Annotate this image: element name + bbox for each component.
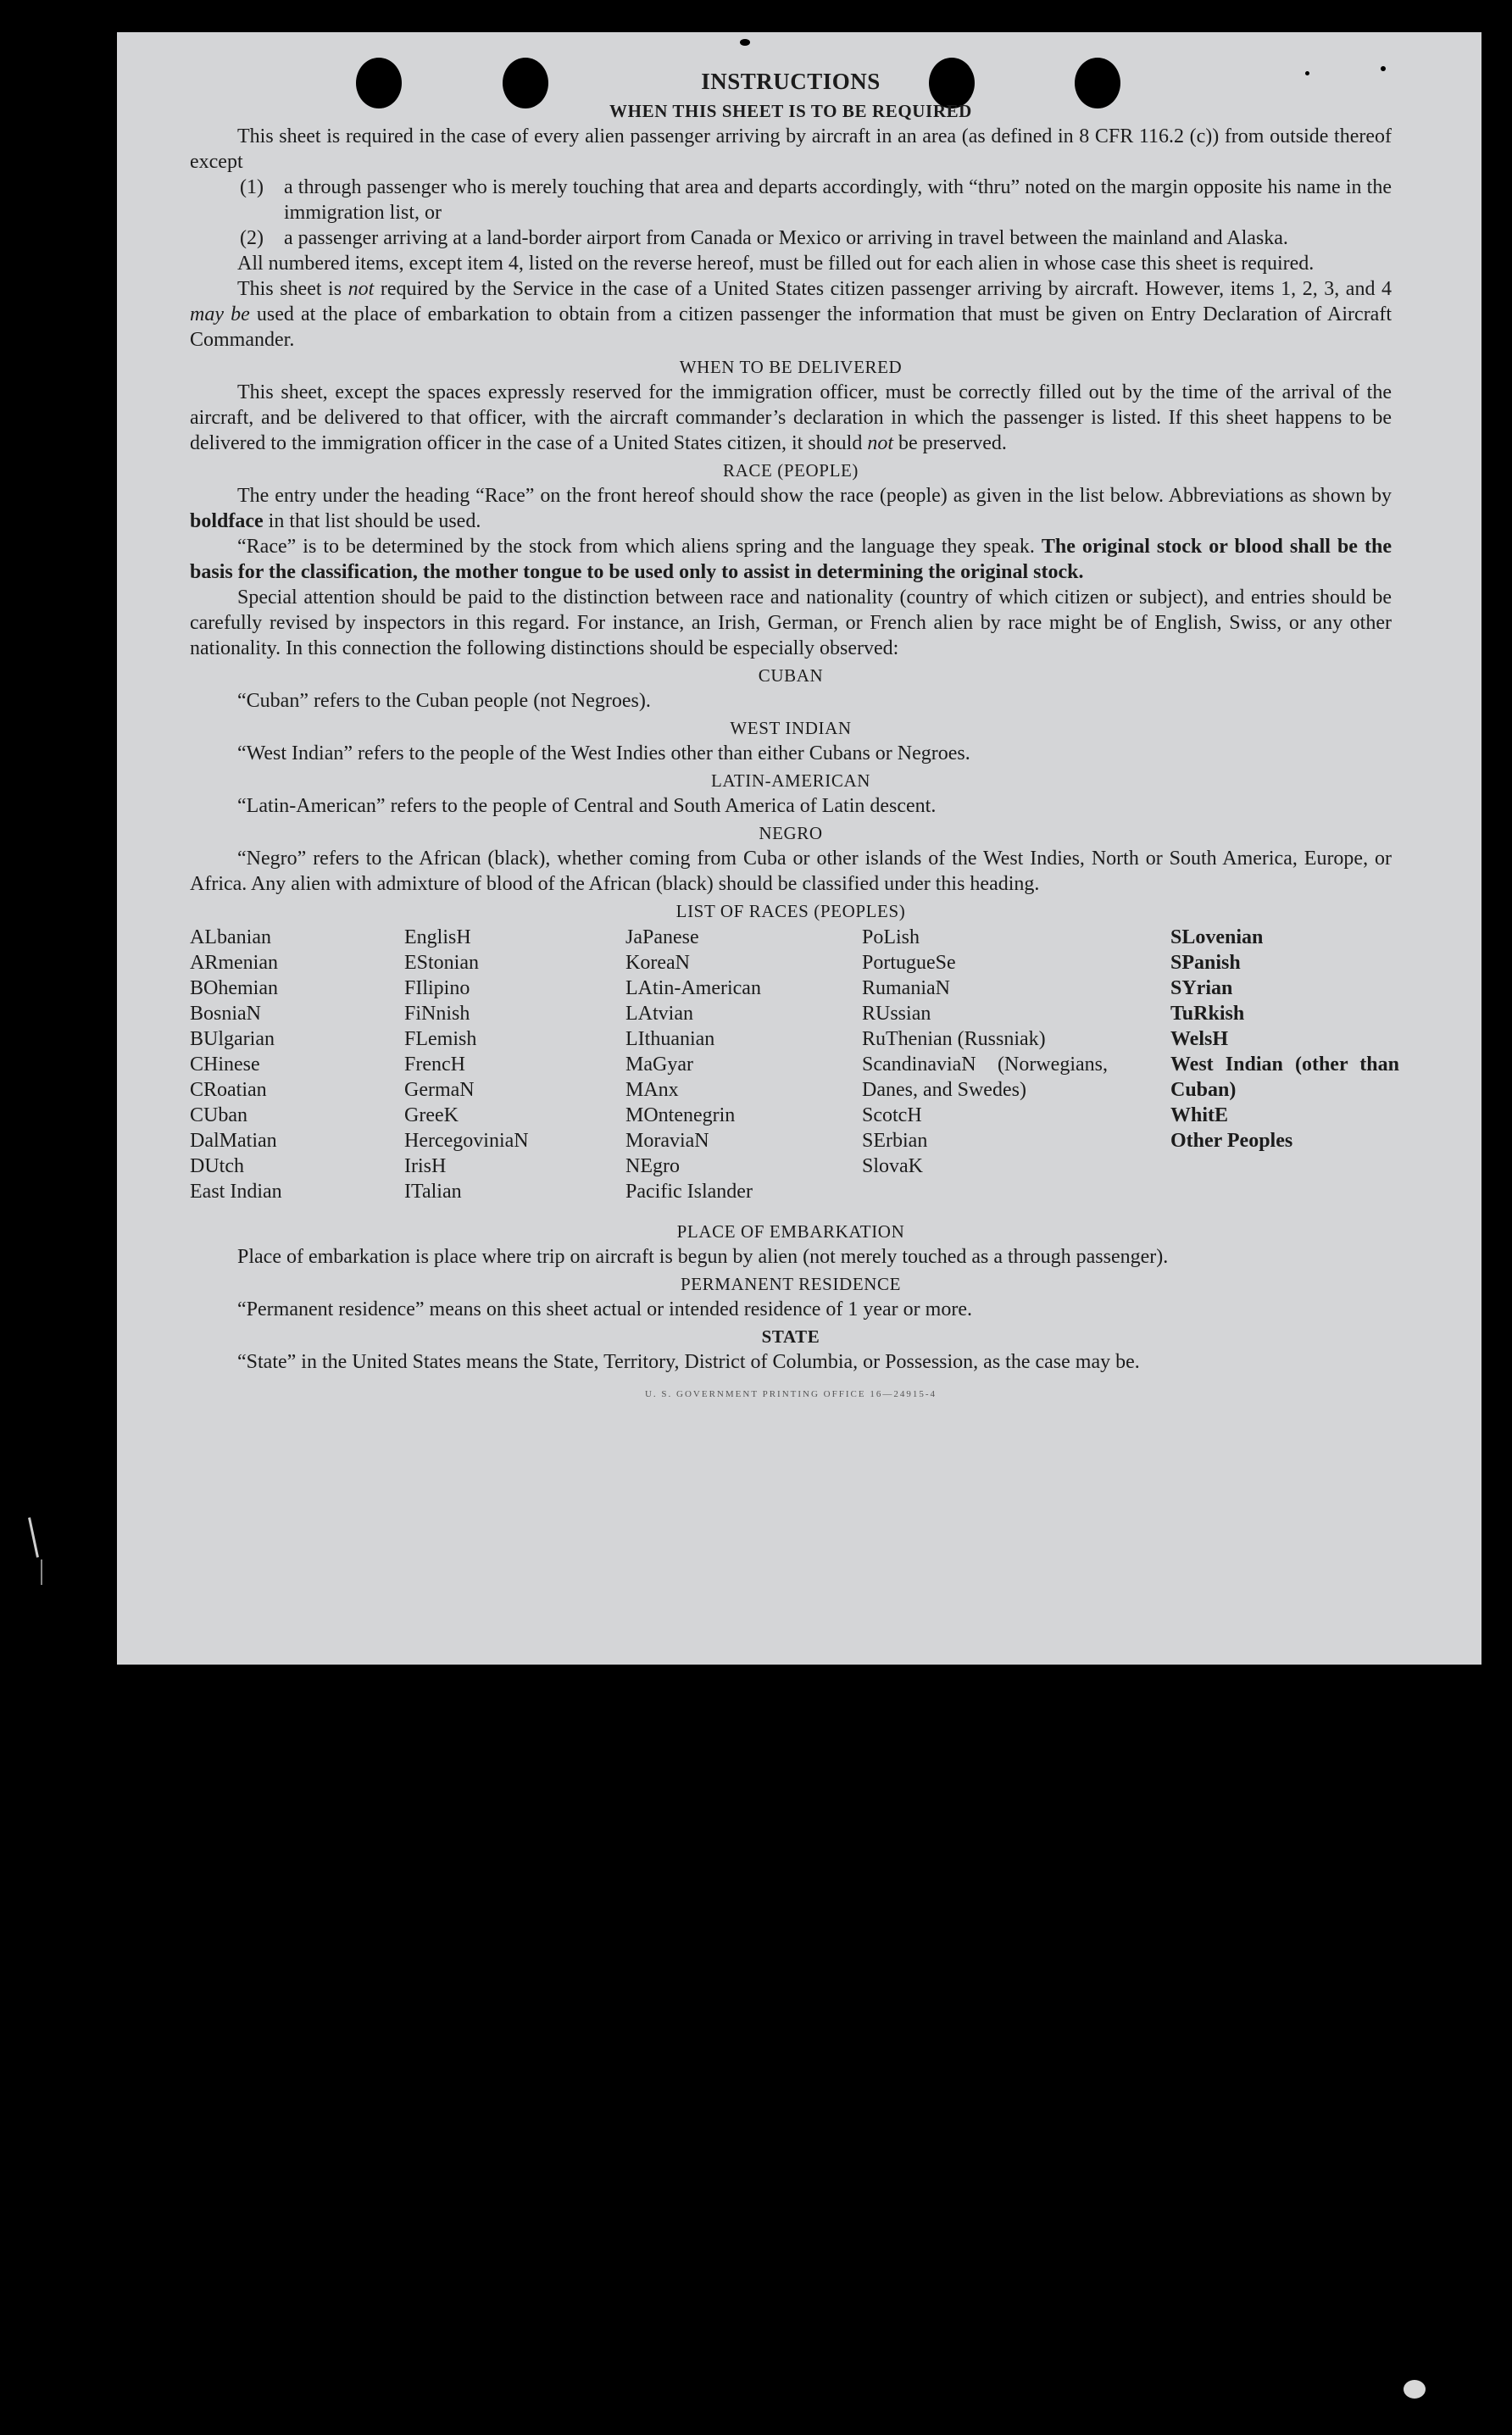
races-column [1170,925,1399,1154]
race-entry: PortugueSe [862,952,956,974]
race-entry: RuThenian (Russniak) [862,1028,1046,1050]
film-scratch [41,1559,42,1585]
paragraph: This sheet, except the spaces expressly reserved for the immigration officer, must be correctly filled out by the time of the arrival of the aircraft, and be delivered to that officer, with the aircraft commander’s declaration in which the passenger is listed. If this sheet happens to be delivered to the immigration officer in the case of a United States citizen, it should not be preserved. [190,381,1392,454]
paragraph: “Cuban” refers to the Cuban people (not Negroes). [237,690,651,712]
paragraph: “Negro” refers to the African (black), whether coming from Cuba or other islands of the West Indies, North or South America, Europe, or Africa. Any alien with admixture of blood of the African (black) should be classified under this heading. [190,848,1392,895]
ink-speck [1404,2380,1426,2399]
race-entry: Other Peoples [1170,1130,1293,1152]
race-entry: Pacific Islander [625,1181,753,1203]
race-entry: RumaniaN [862,977,950,999]
races-column [404,925,616,1204]
race-entry: FiNnish [404,1003,470,1025]
races-column [862,925,1108,1179]
race-entry: SlovaK [862,1155,923,1177]
paragraph: “State” in the United States means the State, Territory, District of Columbia, or Possession, as the case may be. [237,1351,1140,1373]
printer-imprint: U. S. GOVERNMENT PRINTING OFFICE 16—24915-4 [644,1389,937,1399]
race-entry: ScotcH [862,1104,922,1126]
race-entry: TuRkish [1170,1003,1245,1025]
race-entry: HercegoviniaN [404,1130,529,1152]
section-heading-embarkation: PLACE OF EMBARKATION [676,1221,905,1242]
section-heading-race: RACE (PEOPLE) [722,460,859,481]
race-entry: SLovenian [1170,926,1264,948]
race-entry: EnglisH [404,926,471,948]
race-entry: LAtin-American [625,977,761,999]
paragraph: “Latin-American” refers to the people of Central and South America of Latin descent. [237,795,937,817]
race-entry: WelsH [1170,1028,1229,1050]
race-entry: BosniaN [190,1003,261,1025]
exception-item: (2) a passenger arriving at a land-border airport from Canada or Mexico or arriving in travel between the mainland and Alaska. [240,227,1288,249]
ink-speck [740,39,750,46]
race-entry: DalMatian [190,1130,277,1152]
race-entry: JaPanese [625,926,699,948]
race-entry: West Indian (other than Cuban) [1170,1053,1399,1101]
paragraph: All numbered items, except item 4, listed on the reverse hereof, must be filled out for each alien in whose case this sheet is required. [237,253,1315,275]
paragraph: “Race” is to be determined by the stock from which aliens spring and the language they speak. The original stock or blood shall be the basis for the classification, the mother tongue to be used only to assist in determining the original stock. [190,536,1392,583]
race-entry: IrisH [404,1155,447,1177]
race-entry: ScandinaviaN (Norwegians, Danes, and Swedes) [862,1053,1108,1101]
race-entry: ARmenian [190,952,278,974]
race-entry: MAnx [625,1079,679,1101]
race-entry: BUlgarian [190,1028,275,1050]
section-heading-required: WHEN THIS SHEET IS TO BE REQUIRED [609,101,972,121]
section-heading-delivered: WHEN TO BE DELIVERED [679,357,903,377]
section-heading-latin-american: LATIN-AMERICAN [710,770,871,791]
race-entry: FLemish [404,1028,477,1050]
race-entry: WhitE [1170,1104,1229,1126]
race-entry: East Indian [190,1181,282,1203]
race-entry: MoraviaN [625,1130,709,1152]
race-entry: MOntenegrin [625,1104,736,1126]
race-entry: SErbian [862,1130,928,1152]
race-entry: FIlipino [404,977,470,999]
race-entry: CHinese [190,1053,260,1076]
race-entry: ITalian [404,1181,462,1203]
section-heading-state: STATE [761,1326,820,1347]
races-column [625,925,854,1204]
paragraph: The entry under the heading “Race” on the front hereof should show the race (people) as given in the list below. Abbreviations as shown by boldface in that list should be used. [190,485,1392,532]
race-entry: DUtch [190,1155,244,1177]
race-entry: BOhemian [190,977,278,999]
page-title: INSTRUCTIONS [701,69,881,94]
race-entry: PoLish [862,926,920,948]
section-heading-list-of-races: LIST OF RACES (PEOPLES) [675,901,906,921]
section-heading-residence: PERMANENT RESIDENCE [680,1274,902,1294]
race-entry: EStonian [404,952,479,974]
exception-item: (1) a through passenger who is merely touching that area and departs accordingly, with “thru” noted on the margin opposite his name in the immigration list, or [240,176,1392,224]
race-entry: SPanish [1170,952,1241,974]
race-entry: MaGyar [625,1053,693,1076]
races-column [190,925,402,1204]
race-entry: FrencH [404,1053,465,1076]
race-entry: GermaN [404,1079,475,1101]
paragraph: This sheet is not required by the Service in the case of a United States citizen passenger arriving by aircraft. However, items 1, 2, 3, and 4 may be used at the place of embarkation to obtain from a citizen passenger the information that must be given on Entry Declaration of Aircraft Commander. [190,278,1392,351]
paragraph: “West Indian” refers to the people of the West Indies other than either Cubans or Negroes. [237,742,970,764]
race-entry: ALbanian [190,926,271,948]
race-entry: LAtvian [625,1003,693,1025]
races-list [190,925,1399,1217]
film-scratch [28,1517,39,1558]
race-entry: NEgro [625,1155,680,1177]
race-entry: GreeK [404,1104,459,1126]
paragraph: This sheet is required in the case of every alien passenger arriving by aircraft in an area (as defined in 8 CFR 116.2 (c)) from outside thereof except [190,125,1392,173]
instructions-body [190,66,1399,1400]
section-heading-west-indian: WEST INDIAN [730,718,852,738]
section-heading-cuban: CUBAN [758,665,824,686]
race-entry: RUssian [862,1003,931,1025]
race-entry: KoreaN [625,952,690,974]
document-sheet [117,32,1481,1665]
race-entry: CRoatian [190,1079,267,1101]
section-heading-negro: NEGRO [759,823,823,843]
paragraph: Place of embarkation is place where trip on aircraft is begun by alien (not merely touched as a through passenger). [237,1246,1169,1268]
race-entry: CUban [190,1104,247,1126]
race-entry: LIthuanian [625,1028,715,1050]
race-entry: SYrian [1170,977,1233,999]
paragraph: “Permanent residence” means on this sheet actual or intended residence of 1 year or more. [237,1298,972,1320]
paragraph: Special attention should be paid to the distinction between race and nationality (country of which citizen or subject), and entries should be carefully revised by inspectors in this regard. For instance, an Irish, German, or French alien by race might be of English, Swiss, or any other nationality. In this connection the following distinctions should be especially observed: [190,587,1392,659]
